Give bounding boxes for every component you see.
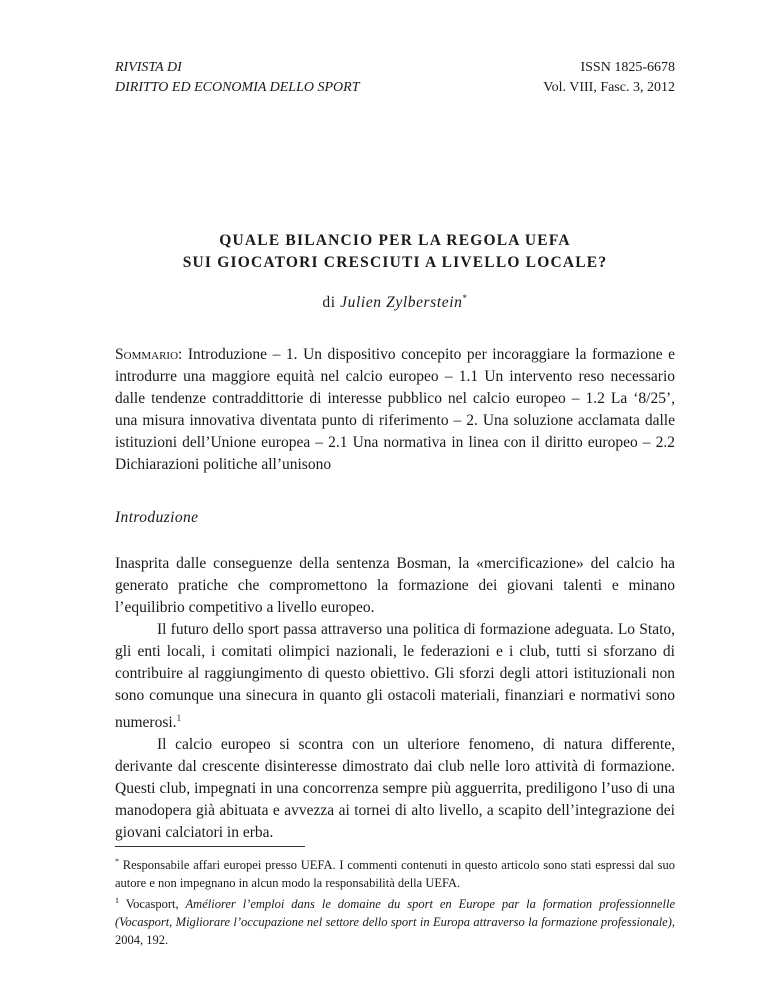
abstract-label: Sommario xyxy=(115,346,179,363)
journal-name xyxy=(115,58,360,98)
footnote-author-text: Responsabile affari europei presso UEFA. I commenti contenuti in questo articolo sono stati espressi dal suo autore e non impegnano in alcun modo la responsabilità della UEFA. xyxy=(115,858,675,891)
footnote-1-mark: 1 xyxy=(115,896,119,906)
footnote-1-title: Améliorer l’emploi dans le domaine du sport en Europe par la formation professionnelle (Vocasport, Migliorare l’occupazione nel settore dello sport in Europa attraverso la formazione professionale) xyxy=(115,897,675,930)
footnote-ref-1: 1 xyxy=(176,713,182,723)
volume-info: Vol. VIII, Fasc. 3, 2012 xyxy=(543,80,675,95)
footnote-1 xyxy=(115,892,675,949)
article-title-line1: QUALE BILANCIO PER LA REGOLA UEFA xyxy=(219,232,571,249)
section-heading: Introduzione xyxy=(115,509,199,526)
footnote-1-tail: , 2004, 192. xyxy=(115,915,675,948)
article-title xyxy=(115,230,675,274)
author-footnote-mark: * xyxy=(462,293,468,303)
footnote-author xyxy=(115,853,675,892)
issue-info xyxy=(543,58,675,98)
body-text xyxy=(115,553,675,844)
journal-name-line2: DIRITTO ED ECONOMIA DELLO SPORT xyxy=(115,80,360,95)
author-name: Julien Zylberstein xyxy=(340,294,463,312)
article-title-line2: SUI GIOCATORI CRESCIUTI A LIVELLO LOCALE? xyxy=(182,254,608,271)
byline-prefix: di xyxy=(322,294,336,312)
journal-name-line1: RIVISTA DI xyxy=(115,60,182,75)
footnote-divider xyxy=(115,846,305,847)
paragraph-3: Il calcio europeo si scontra con un ulteriore fenomeno, di natura differente, derivante dal crescente disinteresse dimostrato dai club nelle loro attività di formazione. Questi club, impegnati in una concorrenza sempre più agguerrita, prediligono l’uso di una manodopera già abituata e avvezza ai tornei di alto livello, a scapito dell’integrazione dei giovani calciatori in erba. xyxy=(115,736,675,842)
paragraph-2-text: Il futuro dello sport passa attraverso una politica di formazione adeguata. Lo Stato, gli enti locali, i comitati olimpici nazionali, le federazioni e i club, tutti si sforzano di contribuire al raggiungimento di questo obiettivo. Gli sforzi degli attori istituzionali non sono comunque una sinecura in quanto gli ostacoli materiali, finanziari e normativi sono numerosi. xyxy=(115,621,675,732)
abstract-text: : Introduzione – 1. Un dispositivo concepito per incoraggiare la formazione e introdurre una maggiore equità nel calcio europeo – 1.1 Un intervento reso necessario dalle tendenze contraddittorie di interesse pubblico nel calcio europeo – 1.2 La ‘8/25’, una misura innovativa diventata punto di riferimento – 2. Una soluzione acclamata dalle istituzioni dell’Unione europea – 2.1 Una normativa in linea con il diritto europeo – 2.2 Dichiarazioni politiche all’unisono xyxy=(115,346,675,473)
byline xyxy=(115,293,675,312)
paragraph-2 xyxy=(115,619,675,734)
paragraph-1: Inasprita dalle conseguenze della sentenza Bosman, la «mercificazione» del calcio ha generato pratiche che compromettono la formazione dei giovani talenti e minano l’equilibrio competitivo a livello europeo. xyxy=(115,555,675,616)
footnotes xyxy=(115,853,675,949)
abstract xyxy=(115,344,675,476)
document-page xyxy=(115,0,675,994)
footnote-1-author: Vocasport, xyxy=(119,897,186,912)
footnote-author-mark: * xyxy=(115,857,119,866)
issn: ISSN 1825-6678 xyxy=(580,60,675,75)
